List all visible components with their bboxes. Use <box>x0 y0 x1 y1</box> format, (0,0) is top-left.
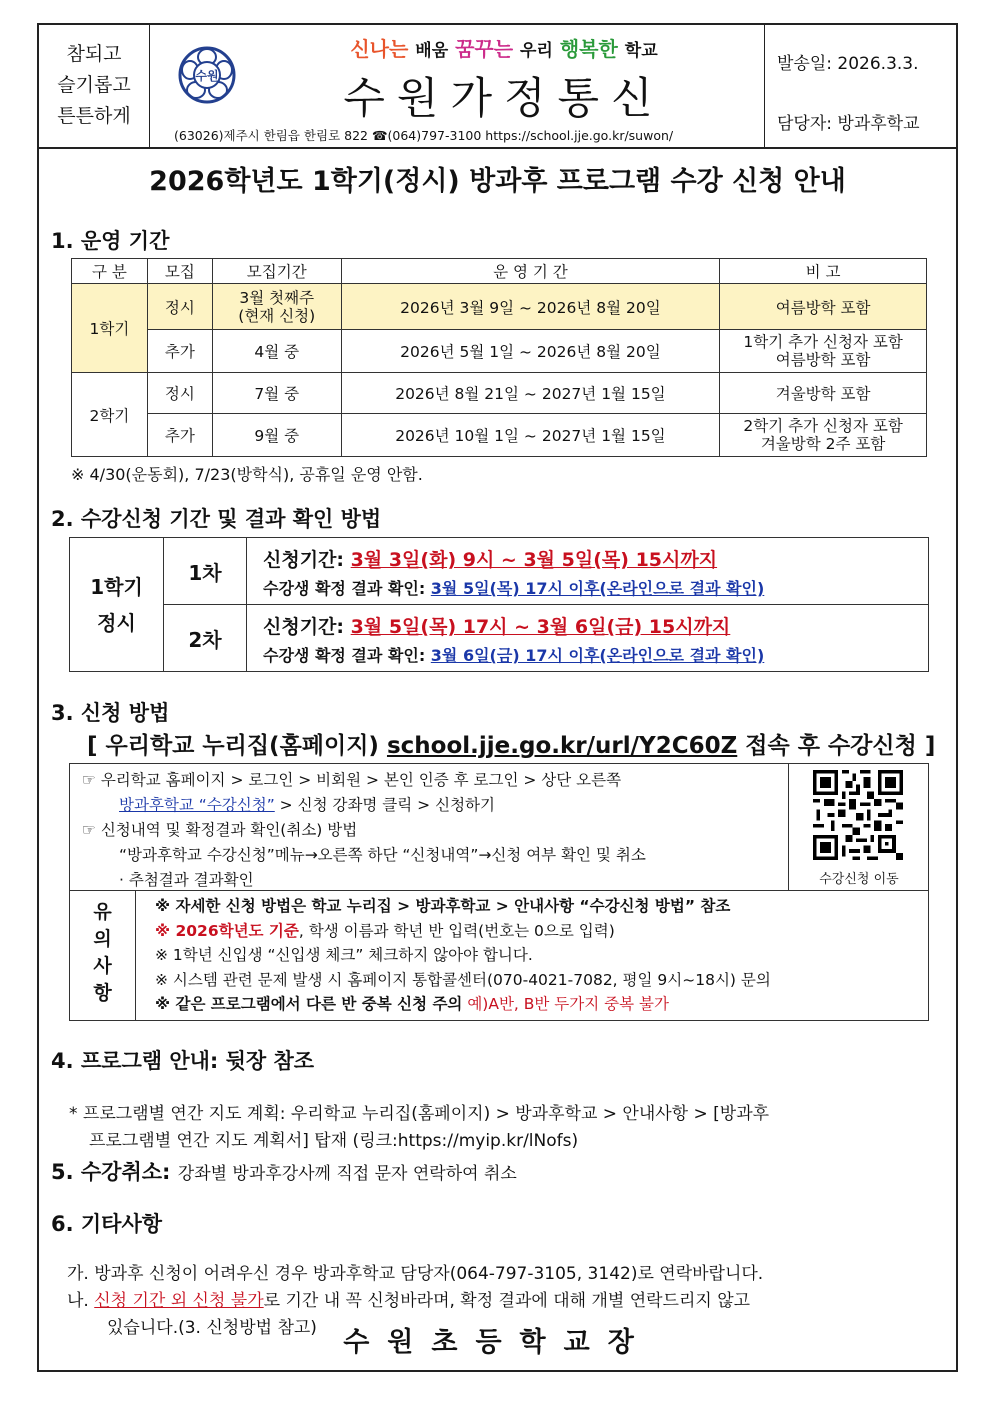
header-cell: 비 고 <box>720 259 927 284</box>
section-6-line: 가. 방과후 신청이 어려우신 경우 방과후학교 담당자(064-797-3105, 3142)로 연락바랍니다. <box>67 1264 764 1284</box>
precaution-highlight: 예)A반, B반 두가지 중복 불가 <box>462 995 669 1013</box>
motto-line-3: 튼튼하게 <box>57 105 131 127</box>
apply-value: 3월 3일(화) 9시 ~ 3월 5일(목) 15시까지 <box>350 549 718 571</box>
qr-code-icon[interactable] <box>813 770 903 860</box>
type-cell: 정시 <box>147 284 212 330</box>
precautions-char: 항 <box>93 982 112 1004</box>
section-6-line: 있습니다.(3. 신청방법 참고) <box>107 1318 317 1338</box>
newsletter-frame <box>37 23 958 1372</box>
precaution-item <box>155 919 771 944</box>
precautions-char: 의 <box>93 928 112 950</box>
note-line-1: 1학기 추가 신청자 포함 <box>743 333 903 351</box>
url-line-prefix: [ 우리학교 누리집(홈페이지) <box>87 733 379 759</box>
table-row <box>72 414 927 457</box>
precaution-item <box>155 992 771 1017</box>
table-row <box>72 373 927 414</box>
apply-period-line <box>263 612 928 639</box>
section-5-title: 5. 수강취소: <box>51 1160 171 1184</box>
precautions-char: 유 <box>93 901 112 923</box>
header-cell: 구 분 <box>72 259 148 284</box>
round-body <box>247 605 929 672</box>
course-apply-link[interactable]: 방과후학교 “수강신청” <box>119 796 275 814</box>
section-6-text: 로 기간 내 꼭 신청바라며, 확정 결과에 대해 개별 연락드리지 않고 <box>263 1291 751 1311</box>
slogan-word-2: 배움 <box>415 41 449 61</box>
result-label: 수강생 확정 결과 확인: <box>263 646 426 665</box>
precautions-box <box>69 891 929 1021</box>
section-6-title: 6. 기타사항 <box>51 1212 163 1236</box>
section-1-title: 1. 운영 기간 <box>51 229 170 253</box>
step-text: > 신청 강좌명 클릭 > 신청하기 <box>274 796 495 814</box>
note-cell <box>720 414 927 457</box>
precaution-text: ※ 같은 프로그램에서 다른 반 중복 신청 주의 <box>155 995 463 1013</box>
header <box>39 25 956 149</box>
apply-value: 3월 5일(목) 17시 ~ 3월 6일(금) 15시까지 <box>350 616 731 638</box>
header-meta <box>764 25 957 147</box>
round-label: 1차 <box>164 538 247 605</box>
precautions-char: 사 <box>93 955 112 977</box>
type-cell: 추가 <box>147 414 212 457</box>
recruit-cell: 7월 중 <box>212 373 341 414</box>
section-4-line: * 프로그램별 연간 지도 계획: 우리학교 누리집(홈페이지) > 방과후학교 > 안내사항 > [방과후 <box>69 1104 770 1124</box>
slogan <box>239 33 769 62</box>
result-line <box>263 576 928 599</box>
step-line: · 추첨결과 결과확인 <box>119 871 254 889</box>
qr-caption: 수강신청 이동 <box>819 872 899 887</box>
note-line-1: 2학기 추가 신청자 포함 <box>743 417 903 435</box>
type-cell: 추가 <box>147 330 212 373</box>
section-4-line: 프로그램별 연간 지도 계획서] 탑재 (링크:https://myip.kr/lNofs) <box>89 1131 579 1151</box>
recruit-cell: 9월 중 <box>212 414 341 457</box>
recruit-line-2: (현재 신청) <box>238 306 316 325</box>
apply-period-line <box>263 545 928 572</box>
url-line-suffix: 접속 후 수강신청 ] <box>745 733 936 759</box>
semester-cell: 2학기 <box>72 373 148 457</box>
send-date: 발송일: 2026.3.3. <box>777 54 919 74</box>
section-1-footnote: ※ 4/30(운동회), 7/23(방학식), 공휴일 운영 안함. <box>71 465 423 484</box>
section-6-line <box>67 1288 951 1315</box>
newsletter-title: 수원가정통신 <box>343 74 665 124</box>
precautions-label <box>70 891 136 1020</box>
section-3-title: 3. 신청 방법 <box>51 701 170 725</box>
qr-cell <box>788 764 929 890</box>
apply-label: 신청기간: <box>263 549 345 571</box>
precaution-highlight: ※ 2026학년도 기준 <box>155 921 299 940</box>
slogan-word-6: 학교 <box>624 41 658 61</box>
step-line: “방과후학교 수강신청”메뉴→오른쪽 하단 “신청내역”→신청 여부 확인 및 취소 <box>119 846 646 864</box>
semester-label: 1학기 <box>90 574 143 599</box>
result-value: 3월 6일(금) 17시 이후(온라인으로 결과 확인) <box>430 646 765 665</box>
table-header-row <box>72 259 927 284</box>
result-label: 수강생 확정 결과 확인: <box>263 579 426 598</box>
header-cell: 운 영 기 간 <box>341 259 720 284</box>
slogan-word-1: 신나는 <box>350 37 409 61</box>
round-body <box>247 538 929 605</box>
result-line <box>263 643 928 666</box>
section-4-body <box>69 1101 949 1155</box>
type-cell: 정시 <box>147 373 212 414</box>
manager: 담당자: 방과후학교 <box>777 114 920 134</box>
application-steps <box>82 768 782 893</box>
motto-line-1: 참되고 <box>66 43 122 65</box>
semester-label: 정시 <box>97 610 136 635</box>
precaution-item: ※ 자세한 신청 방법은 학교 누리집 > 방과후학교 > 안내사항 “수강신청 방법” 참조 <box>155 897 731 915</box>
school-motto <box>39 25 150 147</box>
section-6-prefix: 나. <box>67 1291 95 1311</box>
period-cell: 2026년 10월 1일 ~ 2027년 1월 15일 <box>341 414 720 457</box>
application-url-line <box>87 727 935 760</box>
result-value: 3월 5일(목) 17시 이후(온라인으로 결과 확인) <box>430 579 765 598</box>
step-line <box>82 793 782 818</box>
slogan-word-4: 우리 <box>520 41 553 61</box>
application-schedule-table <box>69 537 929 672</box>
emblem-text: 수원 <box>195 69 219 83</box>
school-address: (63026)제주시 한림읍 한림로 822 ☎(064)797-3100 https://school.jje.go.kr/suwon/ <box>174 128 674 143</box>
note-cell: 여름방학 포함 <box>720 284 927 330</box>
table-row <box>72 330 927 373</box>
section-5 <box>51 1156 517 1186</box>
semester-cell <box>70 538 164 672</box>
table-row <box>70 605 929 672</box>
section-2-title: 2. 수강신청 기간 및 결과 확인 방법 <box>51 507 382 531</box>
main-title: 2026학년도 1학기(정시) 방과후 프로그램 수강 신청 안내 <box>149 166 846 197</box>
precaution-item: ※ 시스템 관련 문제 발생 시 홈페이지 통합콜센터(070-4021-7082, 평일 9시~18시) 문의 <box>155 970 771 989</box>
principal-signature: 수원초등학교장 <box>343 1327 652 1358</box>
apply-label: 신청기간: <box>263 616 345 638</box>
step-line: ☞ 신청내역 및 확정결과 확인(취소) 방법 <box>82 821 358 839</box>
semester-cell: 1학기 <box>72 284 148 373</box>
section-6-highlight: 신청 기간 외 신청 불가 <box>94 1291 264 1311</box>
precautions-list <box>155 894 771 1017</box>
precaution-item: ※ 1학년 신입생 “신입생 체크” 체크하지 않아야 합니다. <box>155 946 533 964</box>
table-row <box>70 538 929 605</box>
application-url-link[interactable]: school.jje.go.kr/url/Y2C60Z <box>386 733 738 759</box>
step-line: ☞ 우리학교 홈페이지 > 로그인 > 비회원 > 본인 인증 후 로그인 > 상단 오른쪽 <box>82 771 622 789</box>
period-cell: 2026년 5월 1일 ~ 2026년 8월 20일 <box>341 330 720 373</box>
school-emblem-icon <box>177 45 237 105</box>
recruit-line-1: 3월 첫째주 <box>239 288 315 307</box>
header-cell: 모집 <box>147 259 212 284</box>
period-cell: 2026년 3월 9일 ~ 2026년 8월 20일 <box>341 284 720 330</box>
period-cell: 2026년 8월 21일 ~ 2027년 1월 15일 <box>341 373 720 414</box>
table-row <box>72 284 927 330</box>
slogan-word-3: 꿈꾸는 <box>455 37 514 61</box>
note-line-2: 겨울방학 2주 포함 <box>760 435 886 453</box>
application-steps-box <box>69 763 929 891</box>
precaution-text: , 학생 이름과 학년 반 입력(번호는 0으로 입력) <box>298 921 615 940</box>
note-line-2: 여름방학 포함 <box>775 351 871 369</box>
slogan-word-5: 행복한 <box>559 37 618 61</box>
recruit-cell <box>212 284 341 330</box>
note-cell <box>720 330 927 373</box>
motto-line-2: 슬기롭고 <box>57 74 131 96</box>
note-cell: 겨울방학 포함 <box>720 373 927 414</box>
recruit-cell: 4월 중 <box>212 330 341 373</box>
section-5-text: 강좌별 방과후강사께 직접 문자 연락하여 취소 <box>177 1164 517 1184</box>
operation-period-table <box>71 258 927 457</box>
header-cell: 모집기간 <box>212 259 341 284</box>
round-label: 2차 <box>164 605 247 672</box>
section-4-title: 4. 프로그램 안내: 뒷장 참조 <box>51 1049 315 1073</box>
